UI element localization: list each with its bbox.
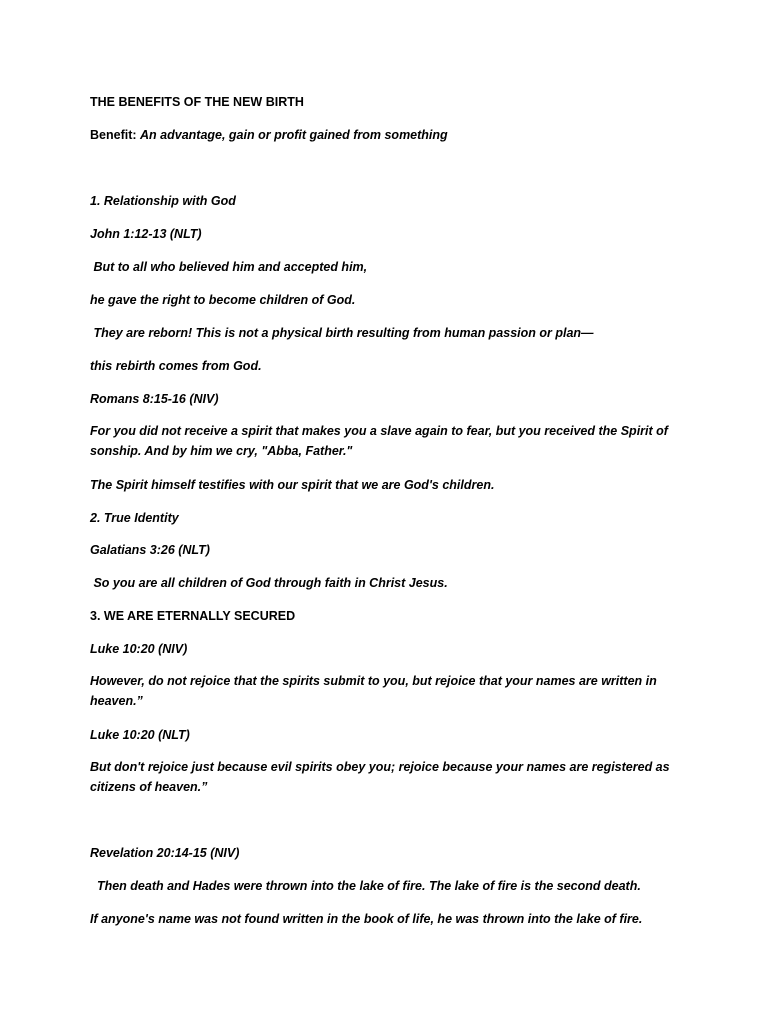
verse-paragraph: For you did not receive a spirit that makes you a slave again to fear, but you received the Spirit of sonship. And by him we cry, "Abba, Father." — [90, 424, 668, 458]
section-heading-identity: 2. True Identity — [90, 511, 179, 525]
verse-line: The Spirit himself testifies with our spirit that we are God's children. — [90, 478, 495, 492]
verse-line: They are reborn! This is not a physical birth resulting from human passion or plan— — [90, 326, 594, 340]
verse-line: So you are all children of God through faith in Christ Jesus. — [90, 576, 448, 590]
verse-line: Then death and Hades were thrown into the lake of fire. The lake of fire is the second death. — [90, 879, 641, 893]
scripture-reference: Revelation 20:14-15 (NIV) — [90, 846, 240, 860]
scripture-reference: John 1:12-13 (NLT) — [90, 227, 202, 241]
definition-text: An advantage, gain or profit gained from something — [140, 128, 448, 142]
verse-paragraph: However, do not rejoice that the spirits submit to you, but rejoice that your names are written in heaven.” — [90, 674, 657, 708]
scripture-reference: Luke 10:20 (NLT) — [90, 728, 190, 742]
document-title: THE BENEFITS OF THE NEW BIRTH — [90, 95, 304, 109]
scripture-reference: Galatians 3:26 (NLT) — [90, 543, 210, 557]
verse-line: he gave the right to become children of God. — [90, 293, 356, 307]
definition-line — [90, 125, 448, 145]
definition-label: Benefit: — [90, 128, 137, 142]
verse-line: But to all who believed him and accepted him, — [90, 260, 368, 274]
verse-line: this rebirth comes from God. — [90, 359, 262, 373]
scripture-reference: Romans 8:15-16 (NIV) — [90, 392, 219, 406]
section-heading-secured: 3. WE ARE ETERNALLY SECURED — [90, 609, 296, 623]
verse-paragraph: But don't rejoice just because evil spirits obey you; rejoice because your names are registered as citizens of heaven.” — [90, 760, 670, 794]
scripture-reference: Luke 10:20 (NIV) — [90, 642, 188, 656]
section-heading-relationship: 1. Relationship with God — [90, 194, 236, 208]
verse-line: If anyone's name was not found written in the book of life, he was thrown into the lake of fire. — [90, 912, 643, 926]
